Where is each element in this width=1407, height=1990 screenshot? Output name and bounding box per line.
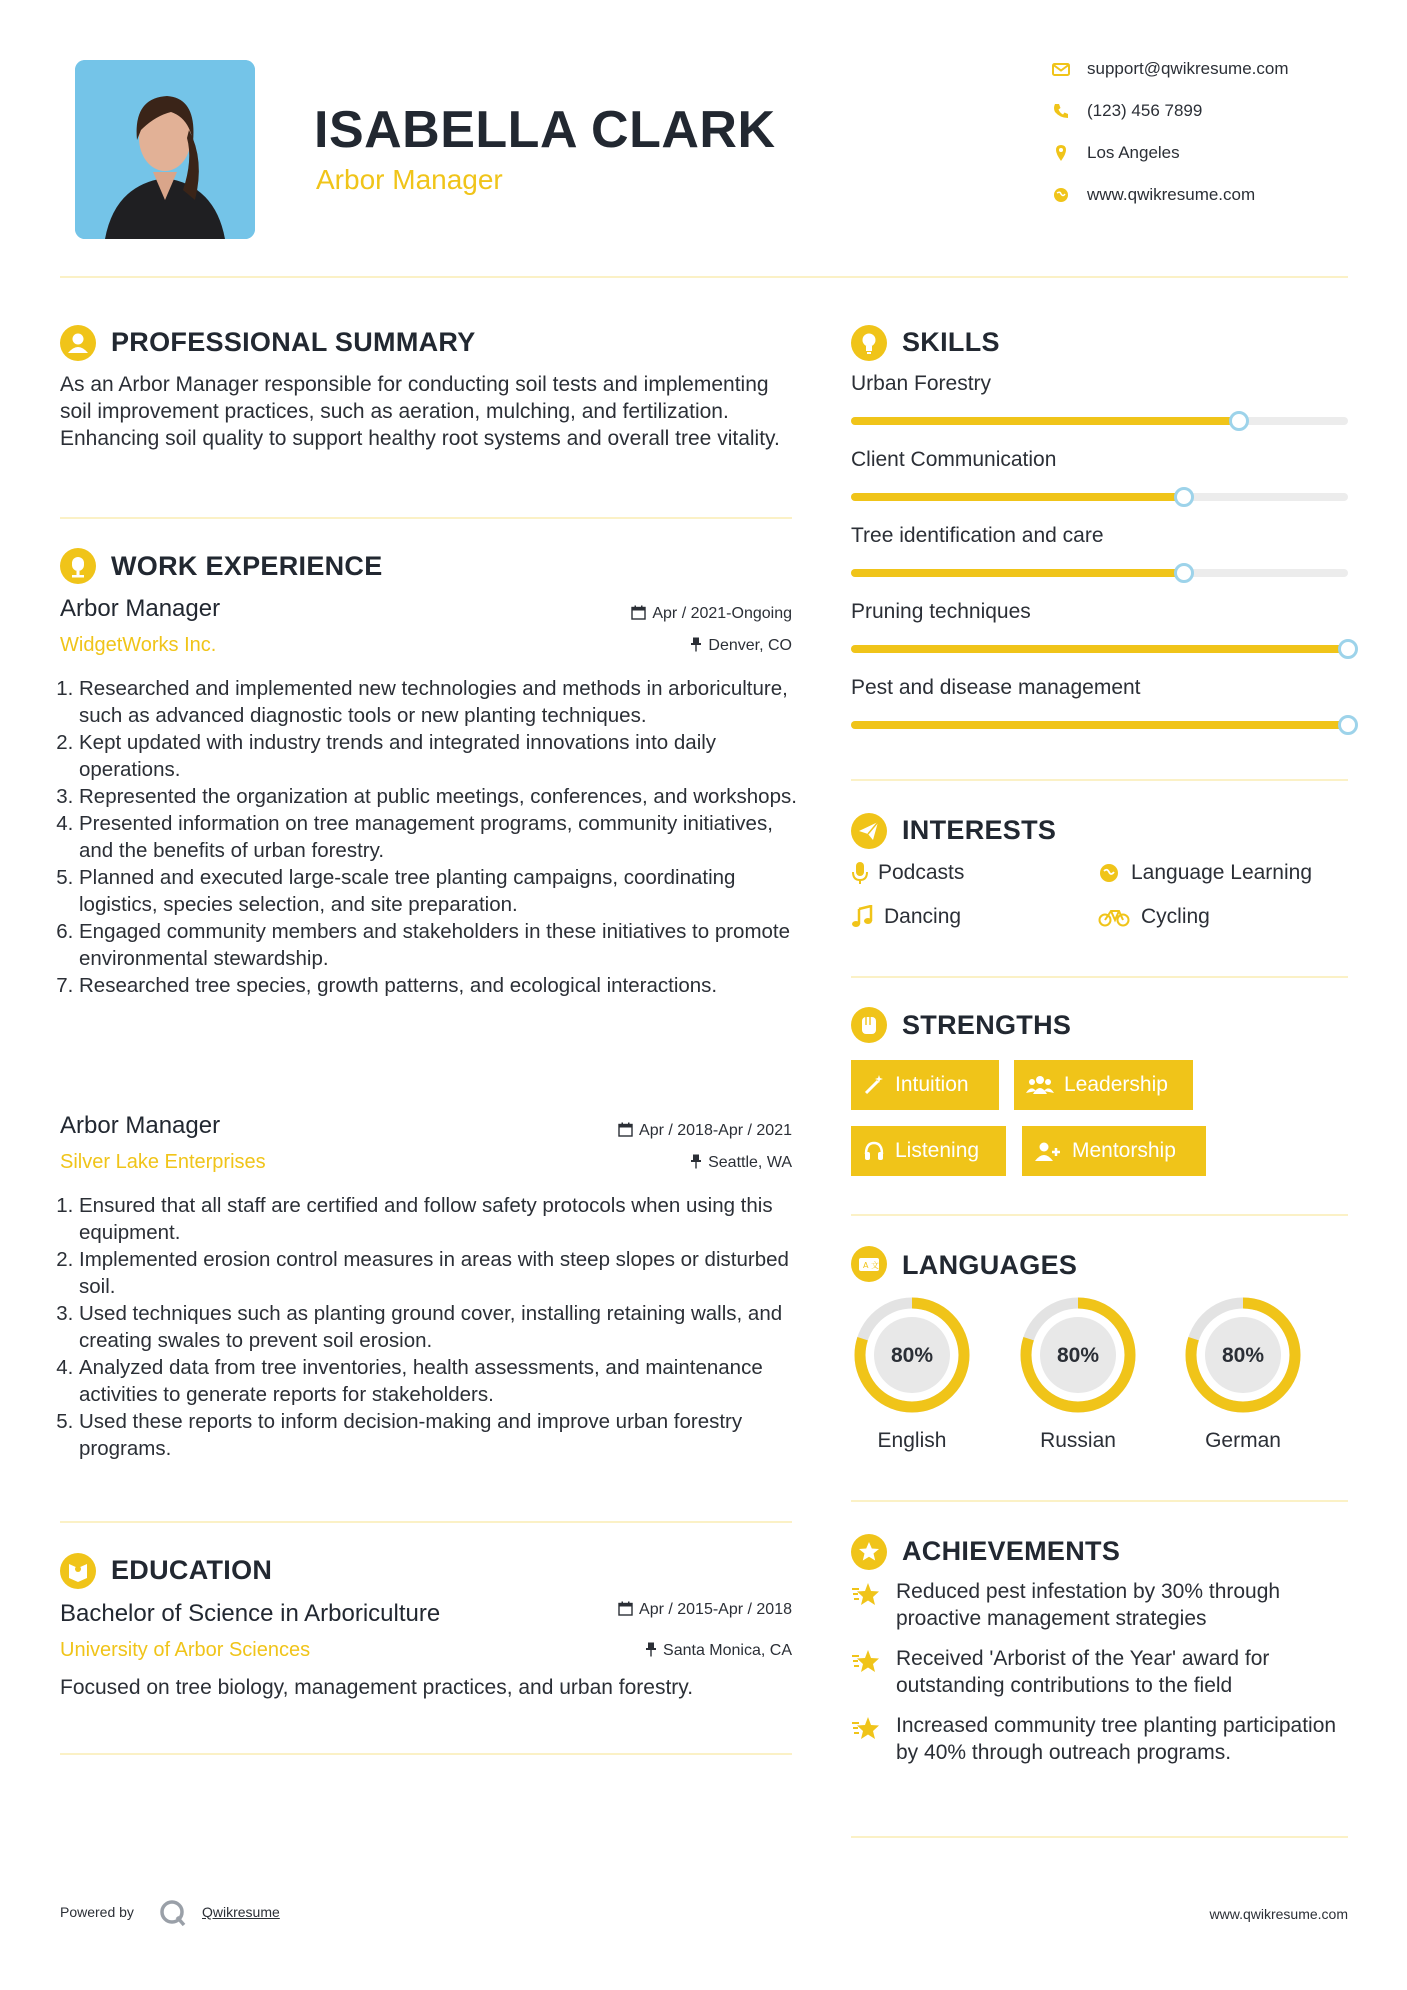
profile-photo <box>75 60 255 239</box>
skill-label: Pruning techniques <box>851 600 1031 623</box>
language-percent: 80% <box>1221 1344 1265 1367</box>
user-circle-icon <box>60 325 96 361</box>
calendar-icon <box>618 1601 633 1616</box>
skill-bar <box>851 493 1348 501</box>
education-description: Focused on tree biology, management practices, and urban forestry. <box>60 1676 694 1699</box>
skill-level-knob <box>1338 715 1358 735</box>
achievement-text: Received 'Arborist of the Year' award for outstanding contributions to the field <box>896 1647 1270 1697</box>
list-item: 5. Planned and executed large-scale tree planting campaigns, coordinating logistics, species selection, and site preparation. <box>79 864 805 918</box>
language-progress-ring <box>851 1294 973 1416</box>
paper-plane-icon <box>851 813 887 849</box>
job-2-location: Seattle, WA <box>540 1154 792 1172</box>
list-item: 4. Analyzed data from tree inventories, health assessments, and maintenance activities to generate reports for stakeholders. <box>79 1354 805 1408</box>
pushpin-icon <box>690 1154 702 1169</box>
powered-by-label: Powered by <box>60 1904 134 1920</box>
job-2-company: Silver Lake Enterprises <box>60 1151 266 1173</box>
job-2-dates: Apr / 2018-Apr / 2021 <box>520 1122 792 1140</box>
footer-url[interactable]: www.qwikresume.com <box>1209 1906 1348 1922</box>
interests-heading: INTERESTS <box>902 815 1057 845</box>
user-plus-icon <box>1034 1140 1062 1162</box>
job-1-duties <box>60 675 805 999</box>
candidate-name: ISABELLA CLARK <box>314 101 776 159</box>
strength-tag-listening: Listening <box>851 1126 1006 1176</box>
job-1-company: WidgetWorks Inc. <box>60 634 217 656</box>
strength-tag-leadership: Leadership <box>1014 1060 1193 1110</box>
skill-bar <box>851 417 1348 425</box>
headphones-icon <box>863 1140 885 1162</box>
list-item: 6. Engaged community members and stakeholders in these initiatives to promote environmental stewardship. <box>79 918 805 972</box>
globe-icon <box>1098 861 1120 885</box>
language-progress-ring <box>1017 1294 1139 1416</box>
strengths-divider <box>851 1214 1348 1216</box>
job-1-dates: Apr / 2021-Ongoing <box>540 605 792 623</box>
summary-text: As an Arbor Manager responsible for conducting soil tests and implementing soil improvement practices, such as aeration, mulching, and fertilization. Enhancing soil quality to support healthy root systems and overall tree vitality. <box>60 373 780 450</box>
skill-label: Urban Forestry <box>851 372 992 395</box>
interest-language-learning: Language Learning <box>1098 861 1348 889</box>
skill-level-knob <box>1174 487 1194 507</box>
calendar-icon <box>631 605 646 620</box>
education-degree: Bachelor of Science in Arboriculture <box>60 1600 441 1627</box>
education-location: Santa Monica, CA <box>520 1642 792 1660</box>
pushpin-icon <box>690 637 702 652</box>
experience-divider <box>60 1521 792 1523</box>
music-note-icon <box>851 905 873 929</box>
interest-cycling: Cycling <box>1098 905 1348 933</box>
languages-divider <box>851 1500 1348 1502</box>
language-name: English <box>877 1429 947 1452</box>
language-name: German <box>1205 1429 1281 1452</box>
skill-bar-fill <box>851 417 1239 425</box>
pushpin-icon <box>645 1642 657 1657</box>
list-item: 5. Used these reports to inform decision-making and improve urban forestry programs. <box>79 1408 805 1462</box>
graduation-icon <box>60 1553 96 1589</box>
phone-icon <box>1052 101 1070 121</box>
language-progress-ring <box>1182 1294 1304 1416</box>
list-item: 2. Kept updated with industry trends and integrated innovations into daily operations. <box>79 729 805 783</box>
job-1-title: Arbor Manager <box>60 595 221 622</box>
education-dates: Apr / 2015-Apr / 2018 <box>520 1601 792 1619</box>
svg-text:A: A <box>863 1261 869 1270</box>
qwikresume-link[interactable]: Qwikresume <box>202 1904 280 1920</box>
calendar-icon <box>618 1122 633 1137</box>
briefcase-icon <box>60 548 96 584</box>
interest-dancing: Dancing <box>851 905 1091 933</box>
skill-bar <box>851 645 1348 653</box>
skill-bar-fill <box>851 721 1348 729</box>
strength-tag-mentorship: Mentorship <box>1022 1126 1206 1176</box>
skill-label: Client Communication <box>851 448 1057 471</box>
candidate-title: Arbor Manager <box>316 164 503 195</box>
achievement-text: Reduced pest infestation by 30% through proactive management strategies <box>896 1580 1281 1630</box>
skill-bar-fill <box>851 569 1184 577</box>
list-item: 1. Ensured that all staff are certified and follow safety protocols when using this equipment. <box>79 1192 805 1246</box>
language-icon <box>851 1246 887 1282</box>
achievements-divider <box>851 1836 1348 1838</box>
strengths-heading: STRENGTHS <box>902 1010 1072 1040</box>
education-divider <box>60 1753 792 1755</box>
microphone-icon <box>851 861 869 885</box>
language-percent: 80% <box>1056 1344 1100 1367</box>
skill-level-knob <box>1174 563 1194 583</box>
skill-bar <box>851 569 1348 577</box>
languages-heading: LANGUAGES <box>902 1250 1078 1280</box>
list-item: 1. Researched and implemented new technologies and methods in arboriculture, such as advanced diagnostic tools or new planting techniques. <box>79 675 805 729</box>
interest-podcasts: Podcasts <box>851 861 1091 889</box>
star-icon <box>851 1648 883 1681</box>
summary-divider <box>60 517 792 519</box>
svg-text:文: 文 <box>871 1261 879 1270</box>
globe-icon <box>1052 185 1070 205</box>
skills-divider <box>851 779 1348 781</box>
skill-bar-fill <box>851 645 1348 653</box>
skill-bar-fill <box>851 493 1184 501</box>
education-school: University of Arbor Sciences <box>60 1639 311 1661</box>
job-2-duties <box>60 1192 805 1462</box>
interests-divider <box>851 976 1348 978</box>
magic-wand-icon <box>863 1074 885 1096</box>
list-item: 4. Presented information on tree management programs, community initiatives, and the benefits of urban forestry. <box>79 810 805 864</box>
strength-tag-intuition: Intuition <box>851 1060 999 1110</box>
experience-heading: WORK EXPERIENCE <box>111 551 383 581</box>
language-percent: 80% <box>890 1344 934 1367</box>
job-1-location: Denver, CO <box>540 637 792 655</box>
star-icon <box>851 1581 883 1614</box>
achievement-text: Increased community tree planting participation by 40% through outreach programs. <box>896 1714 1337 1764</box>
users-icon <box>1026 1074 1054 1096</box>
header-divider <box>60 276 1348 278</box>
fist-icon <box>851 1007 887 1043</box>
list-item: 3. Used techniques such as planting ground cover, installing retaining walls, and creating swales to prevent soil erosion. <box>79 1300 805 1354</box>
star-icon <box>851 1715 883 1748</box>
skill-level-knob <box>1338 639 1358 659</box>
envelope-icon <box>1052 59 1070 79</box>
bicycle-icon <box>1098 905 1130 929</box>
skill-label: Pest and disease management <box>851 676 1141 699</box>
job-2-title: Arbor Manager <box>60 1112 221 1139</box>
star-badge-icon <box>851 1534 887 1570</box>
skill-label: Tree identification and care <box>851 524 1104 547</box>
list-item: 3. Represented the organization at public meetings, conferences, and workshops. <box>79 783 805 810</box>
skill-level-knob <box>1229 411 1249 431</box>
summary-heading: PROFESSIONAL SUMMARY <box>111 327 476 357</box>
list-item: 2. Implemented erosion control measures in areas with steep slopes or disturbed soil. <box>79 1246 805 1300</box>
map-pin-icon <box>1052 143 1070 163</box>
language-name: Russian <box>1040 1429 1116 1452</box>
list-item: 7. Researched tree species, growth patterns, and ecological interactions. <box>79 972 805 999</box>
skills-heading: SKILLS <box>902 327 1000 357</box>
education-heading: EDUCATION <box>111 1555 273 1585</box>
achievements-heading: ACHIEVEMENTS <box>902 1536 1121 1566</box>
qwikresume-logo <box>158 1898 188 1933</box>
lightbulb-icon <box>851 325 887 361</box>
skill-bar <box>851 721 1348 729</box>
